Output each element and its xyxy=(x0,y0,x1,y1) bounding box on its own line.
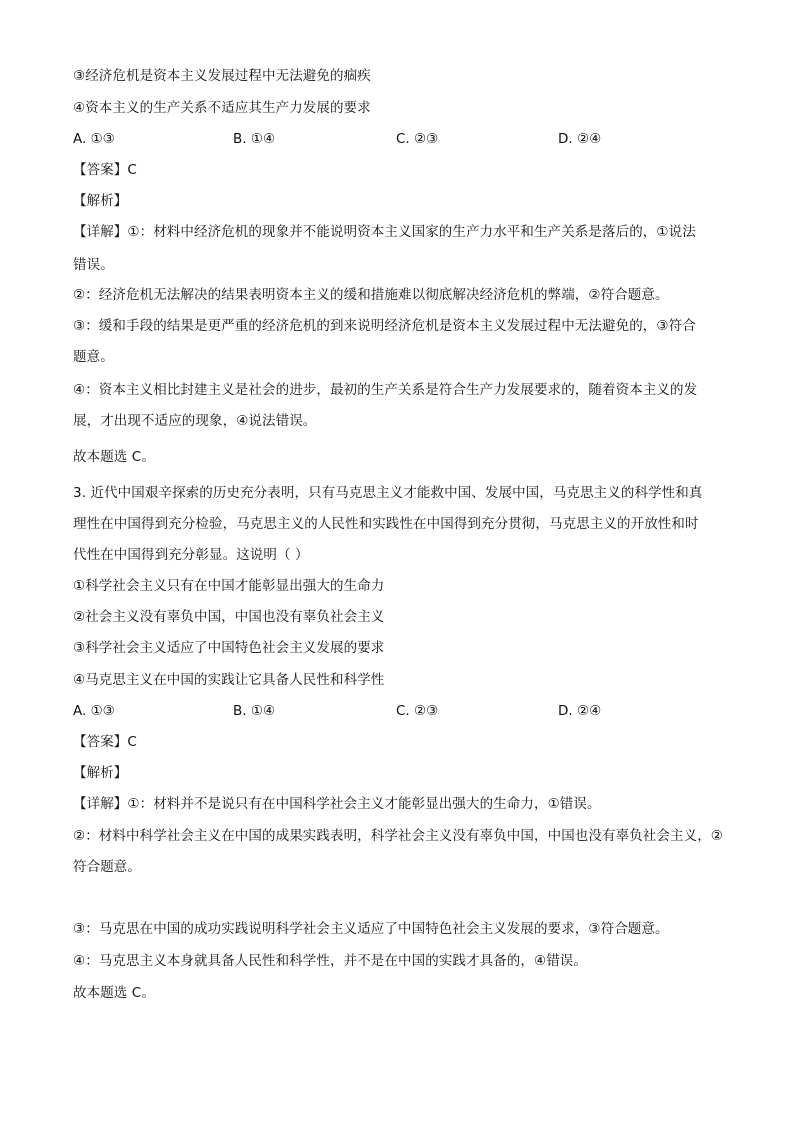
q2-item-4: ④资本主义的生产关系不适应其生产力发展的要求 xyxy=(73,100,371,116)
q3-answer: 【答案】C xyxy=(73,734,137,750)
q3-option-d: D. ②④ xyxy=(558,703,602,719)
q3-item-3: ③科学社会主义适应了中国特色社会主义发展的要求 xyxy=(73,640,385,656)
q2-answer: 【答案】C xyxy=(73,162,137,178)
q2-option-c: C. ②③ xyxy=(396,131,439,147)
q3-conclusion: 故本题选 C。 xyxy=(73,985,155,1001)
q3-option-b: B. ①④ xyxy=(233,703,276,719)
q3-item-2: ②社会主义没有辜负中国，中国也没有辜负社会主义 xyxy=(73,609,385,625)
q3-detail-line: 符合题意。 xyxy=(73,859,141,875)
q3-detail-line: 【详解】①：材料并不是说只有在中国科学社会主义才能彰显出强大的生命力，①错误。 xyxy=(73,796,601,812)
q3-item-1: ①科学社会主义只有在中国才能彰显出强大的生命力 xyxy=(73,578,385,594)
q3-detail-line: ②：材料中科学社会主义在中国的成果实践表明，科学社会主义没有辜负中国，中国也没有辜负社会主义，② xyxy=(73,828,724,844)
q3-stem-line: 理性在中国得到充分检验，马克思主义的人民性和实践性在中国得到充分贯彻，马克思主义的开放性和时 xyxy=(73,516,699,532)
q2-detail-line: 错误。 xyxy=(73,257,114,273)
q3-stem-line: 代性在中国得到充分彰显。这说明（ ） xyxy=(73,547,309,563)
q2-conclusion: 故本题选 C。 xyxy=(73,449,155,465)
q3-option-c: C. ②③ xyxy=(396,703,439,719)
q3-item-4: ④马克思主义在中国的实践让它具备人民性和科学性 xyxy=(73,672,385,688)
q2-option-b: B. ①④ xyxy=(233,131,276,147)
q2-detail-line: 题意。 xyxy=(73,349,114,365)
q2-option-d: D. ②④ xyxy=(558,131,602,147)
q2-detail-line: 【详解】①：材料中经济危机的现象并不能说明资本主义国家的生产力水平和生产关系是落后的，①说法 xyxy=(73,224,696,240)
q2-options xyxy=(73,130,753,148)
q2-item-3: ③经济危机是资本主义发展过程中无法避免的痼疾 xyxy=(73,68,371,84)
q3-stem-line: 3. 近代中国艰辛探索的历史充分表明，只有马克思主义才能救中国、发展中国，马克思主义的科学性和真 xyxy=(73,485,703,501)
q3-detail-line: ③：马克思在中国的成功实践说明科学社会主义适应了中国特色社会主义发展的要求，③符合题意。 xyxy=(73,921,669,937)
q2-option-a: A. ①③ xyxy=(73,131,115,147)
q2-detail-line: ③：缓和手段的结果是更严重的经济危机的到来说明经济危机是资本主义发展过程中无法避免的，③符合 xyxy=(73,318,696,334)
q3-options xyxy=(73,702,753,720)
q2-detail-line: ④：资本主义相比封建主义是社会的进步，最初的生产关系是符合生产力发展要求的，随着资本主义的发 xyxy=(73,382,698,398)
q2-detail-line: 展，才出现不适应的现象，④说法错误。 xyxy=(73,413,317,429)
q3-option-a: A. ①③ xyxy=(73,703,115,719)
q2-analysis-heading: 【解析】 xyxy=(73,193,128,209)
q2-detail-line: ②：经济危机无法解决的结果表明资本主义的缓和措施难以彻底解决经济危机的弊端，②符合题意。 xyxy=(73,287,669,303)
q3-analysis-heading: 【解析】 xyxy=(73,765,128,781)
q3-detail-line: ④：马克思主义本身就具备人民性和科学性，并不是在中国的实践才具备的，④错误。 xyxy=(73,953,588,969)
